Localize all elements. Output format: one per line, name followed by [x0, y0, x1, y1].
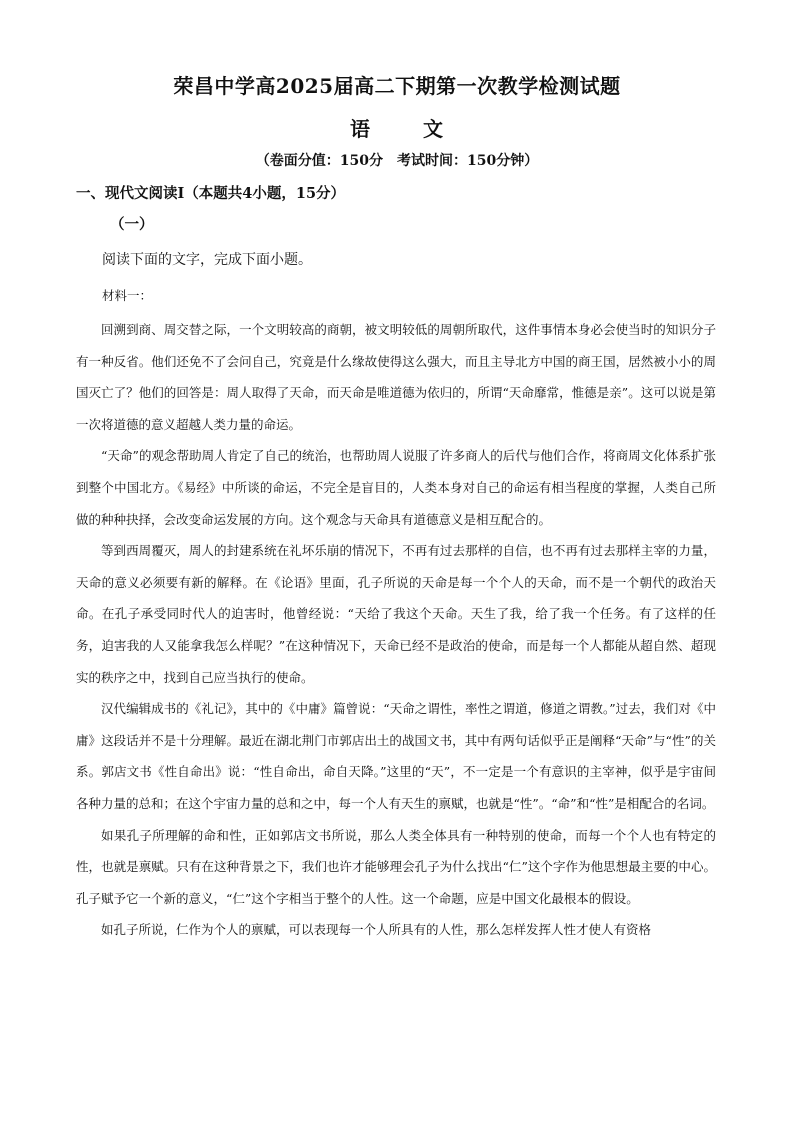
paragraph: 回溯到商、周交替之际，一个文明较高的商朝，被文明较低的周朝所取代，这件事情本身必会使当时的知识分子有一种反省。他们还免不了会问自己，究竟是什么缘故使得这么强大，而且主导北方中国的商王国，居然被小小的周国灭亡了？他们的回答是：周人取得了天命，而天命是唯道德为依归的，所谓“天命靡常，惟德是亲”。这可以说是第一次将道德的意义超越人类力量的命运。 [76, 322, 716, 432]
reading-instruction: 阅读下面的文字，完成下面小题。 [102, 252, 312, 268]
section-heading: 一、现代文阅读Ⅰ（本题共4小题，15分） [76, 185, 346, 202]
paragraph: 等到西周覆灭，周人的封建系统在礼坏乐崩的情况下，不再有过去那样的自信，也不再有过去那样主宰的力量，天命的意义必须要有新的解释。在《论语》里面，孔子所说的天命是每一个个人的天命，而不是一个朝代的政治天命。在孔子承受同时代人的迫害时，他曾经说：“天给了我这个天命。天生了我，给了我一个任务。有了这样的任务，迫害我的人又能拿我怎么样呢？”在这种情况下，天命已经不是政治的使命，而是每一个人都能从超自然、超现实的秩序之中，找到自己应当执行的使命。 [76, 543, 716, 685]
subject-char-1: 语 [350, 117, 371, 141]
paragraph: “天命”的观念帮助周人肯定了自己的统治，也帮助周人说服了许多商人的后代与他们合作，将商周文化体系扩张到整个中国北方。《易经》中所谈的命运，不完全是盲目的，人类本身对自己的命运有相当程度的掌握，人类自己所做的种种抉择，会改变命运发展的方向。这个观念与天命具有道德意义是相互配合的。 [76, 448, 716, 527]
subsection-heading: （一） [110, 216, 154, 233]
subject-char-2: 文 [423, 117, 444, 141]
passage-body [76, 314, 716, 946]
subject-heading [0, 113, 794, 142]
paragraph: 如孔子所说，仁作为个人的禀赋，可以表现每一个人所具有的人性，那么怎样发挥人性才使人有资格 [101, 922, 652, 938]
material-label: 材料一： [102, 288, 153, 303]
exam-info: （卷面分值：150分 考试时间：150分钟） [255, 153, 539, 169]
paragraph: 如果孔子所理解的命和性，正如郭店文书所说，那么人类全体具有一种特别的使命，而每一个个人也有特定的性，也就是禀赋。只有在这种背景之下，我们也许才能够理会孔子为什么找出“仁”这个字作为他思想最主要的中心。孔子赋予它一个新的意义，“仁”这个字相当于整个的人性。这一个命题，应是中国文化最根本的假设。 [76, 827, 716, 906]
paragraph: 汉代编辑成书的《礼记》，其中的《中庸》篇曾说：“天命之谓性，率性之谓道，修道之谓教。”过去，我们对《中庸》这段话并不是十分理解。最近在湖北荆门市郭店出土的战国文书，其中有两句话似乎正是阐释“天命”与“性”的关系。郭店文书《性自命出》说：“性自命出，命自天降。”这里的“天”，不一定是一个有意识的主宰神，似乎是宇宙间各种力量的总和；在这个宇宙力量的总和之中，每一个人有天生的禀赋，也就是“性”。“命”和“性”是相配合的名词。 [76, 701, 716, 811]
exam-title: 荣昌中学高2025届高二下期第一次教学检测试题 [173, 74, 621, 98]
